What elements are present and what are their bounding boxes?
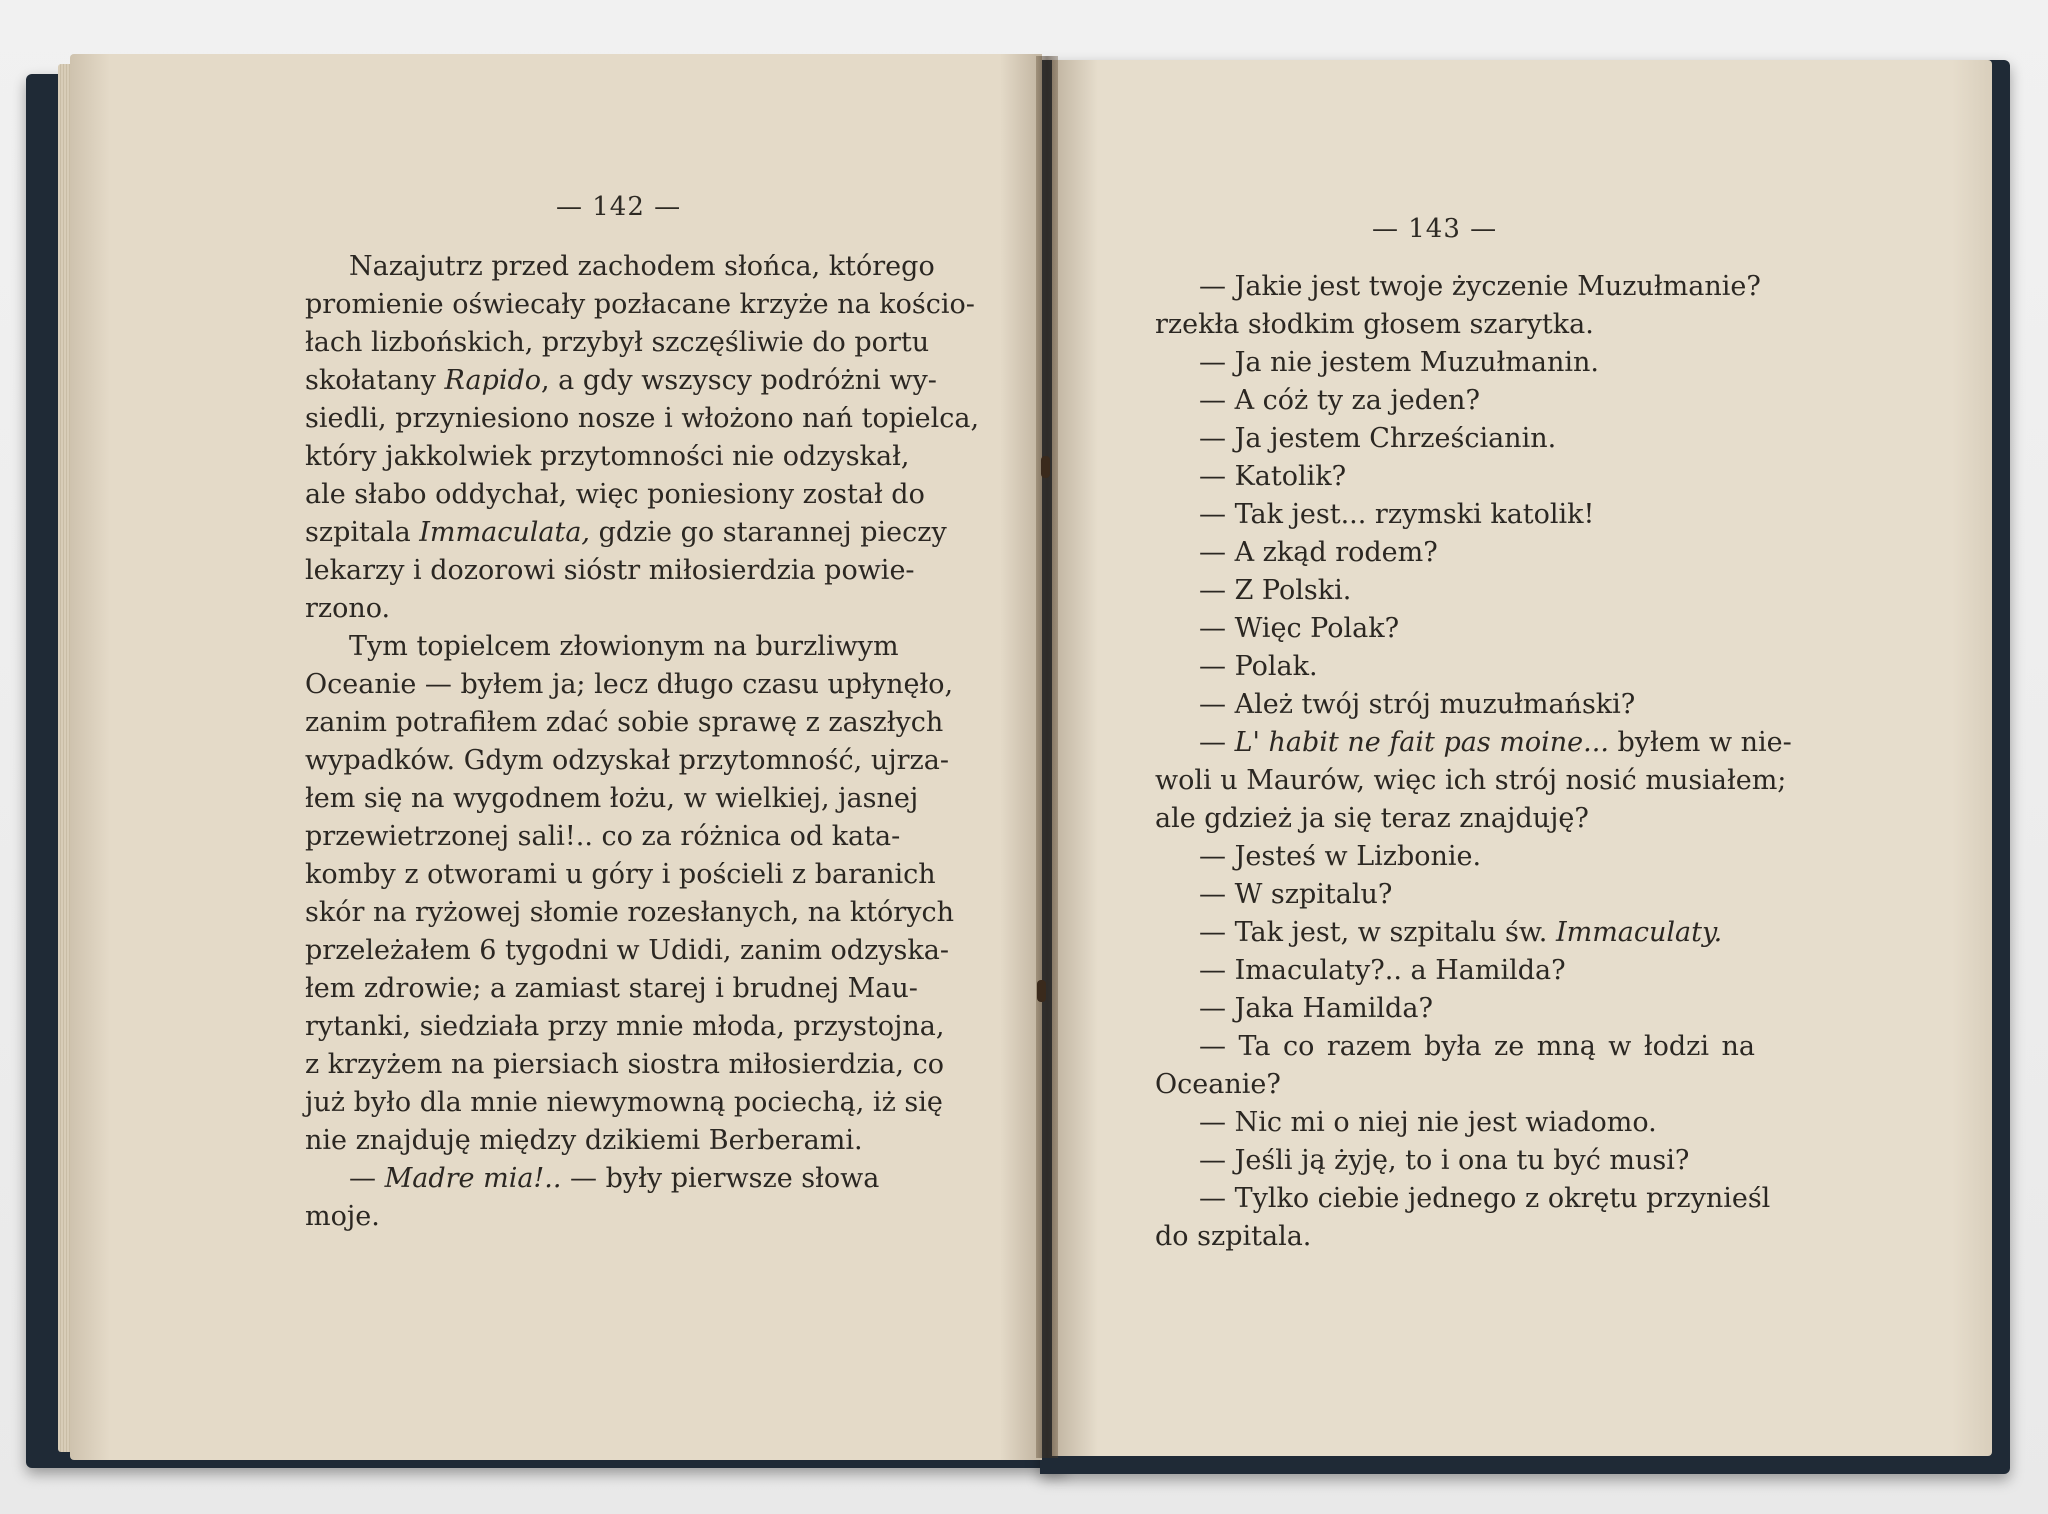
text-line: rzekła słodkim głosem szarytka. xyxy=(1155,309,1594,340)
text-line: — Tylko ciebie jednego z okrętu przynieśl xyxy=(1199,1183,1771,1214)
left-page-text xyxy=(305,248,980,1236)
left-page xyxy=(70,54,1042,1460)
text-line: rytanki, siedziała przy mnie młoda, przystojna, xyxy=(305,1011,945,1042)
text-line: — Polak. xyxy=(1199,651,1318,682)
text-line: — Z Polski. xyxy=(1199,575,1352,606)
text-line: łach lizbońskich, przybył szczęśliwie do portu xyxy=(305,327,930,358)
text-line: skołatany Rapido, a gdy wszyscy podróżni wy- xyxy=(305,365,937,396)
text-line: — L' habit ne fait pas moine... byłem w nie- xyxy=(1199,727,1792,758)
text-line: — Nic mi o niej nie jest wiadomo. xyxy=(1199,1107,1657,1138)
text-line: — Ja nie jestem Muzułmanin. xyxy=(1199,347,1599,378)
text-line: promienie oświecały pozłacane krzyże na kościo- xyxy=(305,289,975,320)
binding-stitch xyxy=(1041,456,1050,478)
text-line: Tym topielcem złowionym na burzliwym xyxy=(349,631,899,662)
text-line: Oceanie — byłem ja; lecz długo czasu upłynęło, xyxy=(305,669,954,700)
text-line: z krzyżem na piersiach siostra miłosierdzia, co xyxy=(305,1049,944,1080)
text-line: już było dla mnie niewymowną pociechą, iż się xyxy=(305,1087,943,1118)
text-line: nie znajduję między dzikiemi Berberami. xyxy=(305,1125,863,1156)
text-line: — A cóż ty za jeden? xyxy=(1199,385,1480,416)
text-line: siedli, przyniesiono nosze i włożono nań topielca, xyxy=(305,403,980,434)
text-line: — A zkąd rodem? xyxy=(1199,537,1438,568)
text-line: — Jakie jest twoje życzenie Muzułmanie? xyxy=(1199,271,1761,302)
page-number-right: — 143 — xyxy=(1372,214,1498,244)
text-line: który jakkolwiek przytomności nie odzyskał, xyxy=(305,441,910,472)
text-line: szpitala Immaculata, gdzie go starannej pieczy xyxy=(305,517,947,548)
right-page-text xyxy=(1155,268,1792,1256)
text-line: wypadków. Gdym odzyskał przytomność, ujrza- xyxy=(305,745,949,776)
text-line: Nazajutrz przed zachodem słońca, którego xyxy=(349,251,935,282)
text-line: ale słabo oddychał, więc poniesiony został do xyxy=(305,479,925,510)
page-number-left: — 142 — xyxy=(556,192,682,222)
text-line: przeleżałem 6 tygodni w Udidi, zanim odzyska- xyxy=(305,935,949,966)
text-line: komby z otworami u góry i pościeli z baranich xyxy=(305,859,936,890)
book-gutter xyxy=(1036,56,1058,1458)
text-line: ale gdzież ja się teraz znajduję? xyxy=(1155,803,1589,834)
text-line: — Tak jest, w szpitalu św. Immaculaty. xyxy=(1199,917,1723,948)
text-line: łem się na wygodnem łożu, w wielkiej, jasnej xyxy=(305,783,919,814)
text-line: rzono. xyxy=(305,593,391,624)
text-line: — Jaka Hamilda? xyxy=(1199,993,1433,1024)
text-line: — Ta co razem była ze mną w łodzi na xyxy=(1199,1031,1755,1062)
text-line: łem zdrowie; a zamiast starej i brudnej Mau- xyxy=(305,973,918,1004)
text-line: skór na ryżowej słomie rozesłanych, na których xyxy=(305,897,954,928)
text-line: przewietrzonej sali!.. co za różnica od kata- xyxy=(305,821,901,852)
text-line: Oceanie? xyxy=(1155,1069,1281,1100)
text-line: woli u Maurów, więc ich strój nosić musiałem; xyxy=(1155,765,1787,796)
text-line: lekarzy i dozorowi sióstr miłosierdzia powie- xyxy=(305,555,915,586)
text-line: — Ależ twój strój muzułmański? xyxy=(1199,689,1636,720)
text-line: — Jeśli ją żyję, to i ona tu być musi? xyxy=(1199,1145,1690,1176)
text-line: — Ja jestem Chrześcianin. xyxy=(1199,423,1557,454)
binding-stitch xyxy=(1037,980,1046,1002)
text-line: — W szpitalu? xyxy=(1199,879,1393,910)
text-line: — Jesteś w Lizbonie. xyxy=(1199,841,1482,872)
text-line: do szpitala. xyxy=(1155,1221,1312,1252)
text-line: — Więc Polak? xyxy=(1199,613,1400,644)
text-line: — Katolik? xyxy=(1199,461,1347,492)
right-page xyxy=(1052,60,1992,1456)
text-line: — Imaculaty?.. a Hamilda? xyxy=(1199,955,1566,986)
text-line: — Tak jest... rzymski katolik! xyxy=(1199,499,1595,530)
text-line: — Madre mia!.. — były pierwsze słowa xyxy=(349,1163,880,1194)
text-line: zanim potrafiłem zdać sobie sprawę z zaszłych xyxy=(305,707,944,738)
text-line: moje. xyxy=(305,1201,380,1232)
